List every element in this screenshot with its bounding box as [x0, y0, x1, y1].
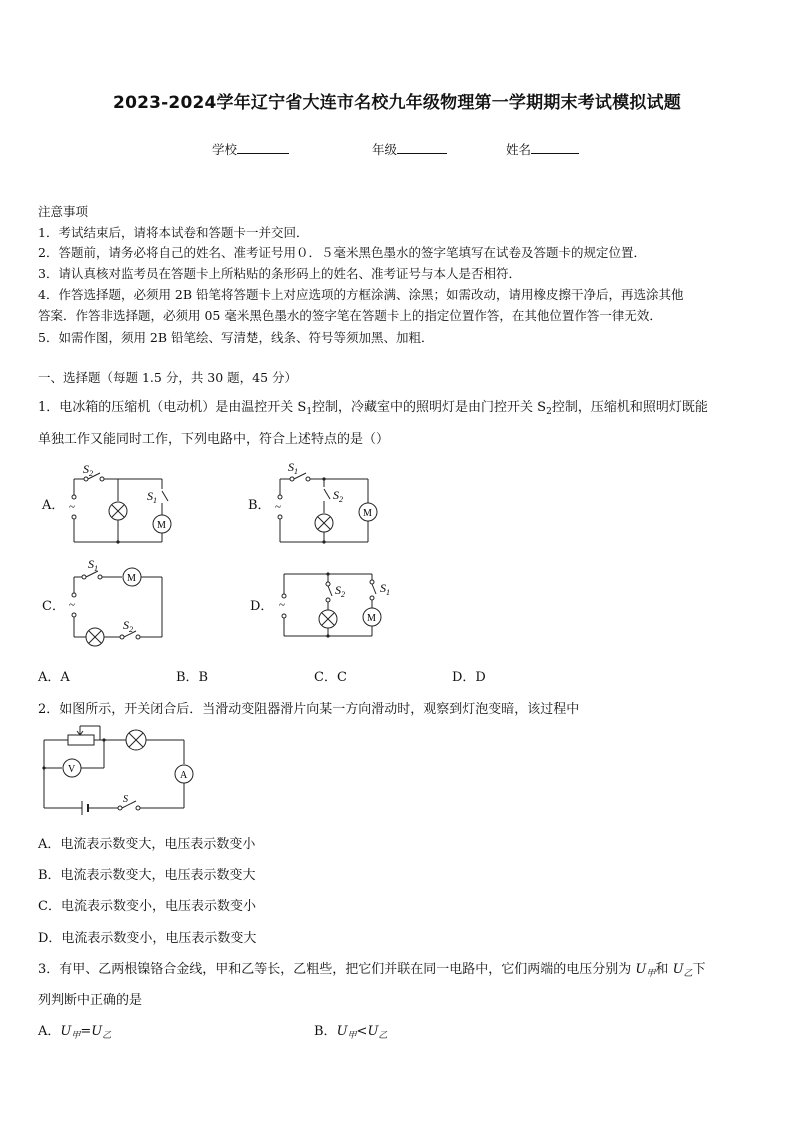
switch-s2-label: $S_2$ — [333, 488, 343, 504]
q3-text-a: 3．有甲、乙两根镍铬合金线，甲和乙等长，乙粗些，把它们并联在同一电路中，它们两端的电压分别为 — [38, 962, 632, 977]
school-blank[interactable] — [237, 141, 289, 154]
q1-option-a[interactable]: A．A — [38, 670, 70, 685]
q3-u-jia: $U_甲$ — [635, 962, 656, 979]
switch-s2-label: $S_2$ — [335, 583, 345, 599]
switch-s1-label: $S_1$ — [88, 557, 98, 573]
page-title: 2023-2024学年辽宁省大连市名校九年级物理第一学期期末考试模拟试题 — [113, 93, 681, 113]
ammeter-label: A — [180, 770, 188, 781]
q1-stem-line1 — [38, 396, 708, 415]
q3-option-b[interactable]: B．$U_甲<U_乙$ — [314, 1024, 388, 1041]
q1-option-d[interactable]: D．D — [452, 670, 486, 685]
motor-label: M — [127, 573, 136, 584]
section-heading: 一、选择题（每题 1.5 分，共 30 题，45 分） — [38, 370, 298, 385]
circuit-a-diagram — [60, 455, 185, 550]
name-field[interactable] — [506, 141, 579, 158]
switch-s2-label: $S_2$ — [83, 462, 93, 478]
source-symbol: ~ — [69, 501, 75, 513]
circuit-d-diagram — [270, 560, 400, 660]
notice-item: 5．如需作图，须用 2B 铅笔绘、写清楚，线条、符号等须加黑、加粗． — [38, 330, 434, 345]
grade-blank[interactable] — [397, 141, 447, 154]
q1-sub1: 1 — [306, 407, 313, 417]
q1-text-c: 控制，压缩机和照明灯既能 — [551, 400, 708, 415]
circuit-label-b: B． — [248, 498, 271, 513]
name-blank[interactable] — [531, 141, 579, 154]
q2-circuit-diagram — [38, 724, 198, 818]
grade-field[interactable] — [372, 141, 447, 158]
motor-label: M — [367, 613, 376, 624]
notice-item: 2．答题前，请务必将自己的姓名、准考证号用０．５毫米黑色墨水的签字笔填写在试卷及答题卡的规定位置． — [38, 245, 646, 260]
q3-stem-line1 — [38, 958, 706, 977]
q2-option-b[interactable]: B．电流表示数变大，电压表示数变大 — [38, 868, 256, 883]
q1-option-b[interactable]: B．B — [176, 670, 209, 685]
notice-item: 1．考试结束后，请将本试卷和答题卡一并交回． — [38, 225, 309, 240]
switch-s2-label: $S_2$ — [123, 618, 133, 634]
q1-stem-line2: 单独工作又能同时工作，下列电路中，符合上述特点的是（） — [38, 432, 390, 447]
circuit-label-d: D． — [250, 599, 274, 614]
q2-option-d[interactable]: D．电流表示数变小，电压表示数变大 — [38, 931, 257, 946]
switch-label: S — [123, 794, 128, 805]
q3-down: 下 — [692, 962, 706, 977]
q2-stem: 2．如图所示，开关闭合后．当滑动变阻器滑片向某一方向滑动时，观察到灯泡变暗，该过程中 — [38, 702, 580, 717]
source-symbol: ~ — [69, 599, 75, 611]
notice-item: 3．请认真核对监考员在答题卡上所粘贴的条形码上的姓名、准考证号与本人是否相符． — [38, 266, 521, 281]
q2-option-c[interactable]: C．电流表示数变小，电压表示数变小 — [38, 899, 256, 914]
grade-label: 年级 — [372, 142, 398, 157]
name-label: 姓名 — [506, 142, 532, 157]
q3-u-yi: $U_乙$ — [672, 962, 693, 979]
q1-text-b: 控制，冷藏室中的照明灯是由门控开关 S — [312, 400, 547, 415]
voltmeter-label: V — [68, 764, 76, 775]
switch-s1-label: $S_1$ — [288, 460, 298, 476]
q1-option-c[interactable]: C．C — [314, 670, 347, 685]
school-label: 学校 — [212, 142, 238, 157]
switch-s1-label: $S_1$ — [147, 489, 157, 505]
motor-label: M — [157, 520, 166, 531]
q3-option-a[interactable]: A．$U_甲=U_乙$ — [38, 1024, 112, 1041]
school-field[interactable] — [212, 141, 289, 158]
circuit-label-c: C． — [42, 599, 65, 614]
circuit-b-diagram — [266, 455, 391, 550]
q2-option-a[interactable]: A．电流表示数变大，电压表示数变小 — [38, 837, 256, 852]
q1-text-a: 1．电冰箱的压缩机（电动机）是由温控开关 S — [38, 400, 307, 415]
notice-heading: 注意事项 — [38, 204, 89, 219]
circuit-label-a: A． — [42, 498, 65, 513]
motor-label: M — [363, 508, 372, 519]
circuit-c-diagram — [60, 555, 175, 655]
q3-stem-line2: 列判断中正确的是 — [38, 993, 143, 1008]
q1-sub2: 2 — [546, 407, 552, 417]
notice-item: 答案．作答非选择题，必须用 05 毫米黑色墨水的签字笔在答题卡上的指定位置作答，在其他位置作答一律无效． — [38, 308, 662, 323]
q3-and: 和 — [655, 962, 669, 977]
switch-s1-label: $S_1$ — [380, 581, 390, 597]
source-symbol: ~ — [279, 599, 285, 611]
source-symbol: ~ — [275, 501, 281, 513]
notice-item: 4．作答选择题，必须用 2B 铅笔将答题卡上对应选项的方框涂满、涂黑；如需改动，请用橡皮擦干净后，再选涂其他 — [38, 287, 684, 302]
